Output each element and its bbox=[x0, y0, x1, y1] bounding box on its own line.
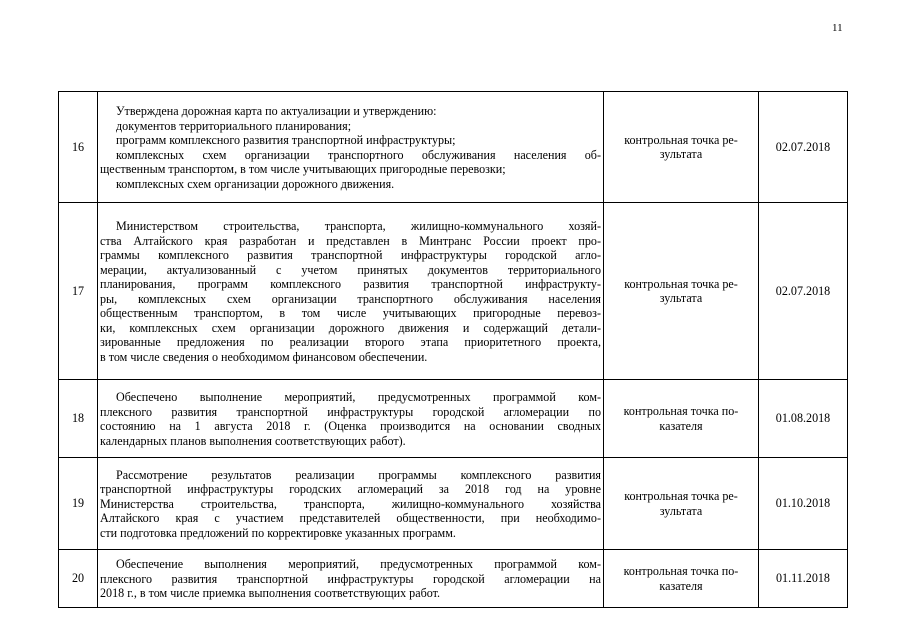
row-number: 19 bbox=[59, 458, 98, 550]
description-line: календарных планов выполнения соответствующих работ). bbox=[100, 433, 406, 448]
description-line: Алтайского края с участием представителей общественности, при необходимо- bbox=[100, 511, 601, 526]
row-date: 02.07.2018 bbox=[759, 203, 848, 380]
description-line: Обеспечение выполнения мероприятий, предусмотренных программой ком- bbox=[116, 557, 601, 572]
description-line: ства Алтайского края разработан и представлен в Минтранс России проект про- bbox=[100, 233, 601, 248]
type-line: казателя bbox=[659, 578, 703, 593]
row-date: 01.11.2018 bbox=[759, 550, 848, 608]
row-type bbox=[604, 550, 759, 608]
description-line: транспортной инфраструктуры городских агломераций за 2018 год на уровне bbox=[100, 482, 601, 497]
description-line: ры, комплексных схем организации транспортного обслуживания населения bbox=[100, 291, 601, 306]
description-line: плексного развития транспортной инфраструктуры городской агломерации по bbox=[100, 404, 601, 419]
row-type bbox=[604, 92, 759, 203]
type-line: контрольная точка ре- bbox=[624, 489, 738, 503]
description-line: Утверждена дорожная карта по актуализации и утверждению: bbox=[116, 104, 437, 118]
description-line: общественным транспортом, в том числе учитывающих пригородные перевоз- bbox=[100, 306, 601, 320]
table-row bbox=[59, 92, 848, 203]
table-row bbox=[59, 550, 848, 608]
row-type bbox=[604, 380, 759, 458]
table-row bbox=[59, 380, 848, 458]
description-line: Министерством строительства, транспорта, жилищно-коммунального хозяй- bbox=[116, 219, 601, 233]
row-type bbox=[604, 203, 759, 380]
type-line: зультата bbox=[659, 147, 703, 161]
description-line: комплексных схем организации транспортного обслуживания населения об- bbox=[116, 147, 601, 162]
description-line: Рассмотрение результатов реализации программы комплексного развития bbox=[116, 467, 601, 482]
description-line: сти подготовка предложений по корректировке указанных программ. bbox=[100, 525, 456, 540]
type-line: зультата bbox=[659, 291, 703, 305]
table-row bbox=[59, 458, 848, 550]
row-date: 01.08.2018 bbox=[759, 380, 848, 458]
description-line: Министерства строительства, транспорта, жилищно-коммунального хозяйства bbox=[100, 496, 601, 511]
description-line: документов территориального планирования; bbox=[116, 118, 352, 133]
row-date: 01.10.2018 bbox=[759, 458, 848, 550]
description-line: программ комплексного развития транспортной инфраструктуры; bbox=[116, 133, 456, 147]
description-line: в том числе сведения о необходимом финансовом обеспечении. bbox=[100, 349, 428, 364]
description-line: ки, комплексных схем организации дорожного движения и содержащий детали- bbox=[100, 320, 601, 335]
row-description bbox=[98, 203, 604, 380]
row-description bbox=[98, 380, 604, 458]
type-line: контрольная точка ре- bbox=[624, 132, 738, 147]
description-line: комплексных схем организации дорожного движения. bbox=[116, 176, 395, 191]
type-line: контрольная точка ре- bbox=[624, 276, 738, 291]
description-line: мерации, актуализованный с учетом принятых документов территориального bbox=[100, 262, 601, 277]
row-description bbox=[98, 92, 604, 203]
description-line: Обеспечено выполнение мероприятий, предусмотренных программой ком- bbox=[116, 390, 601, 404]
row-number: 17 bbox=[59, 203, 98, 380]
description-line: щественным транспортом, в том числе учитывающих пригородные перевозки; bbox=[100, 162, 506, 176]
row-date: 02.07.2018 bbox=[759, 92, 848, 203]
milestones-table bbox=[58, 91, 848, 608]
description-line: зированные предложения по реализации второго этапа приоритетного проекта, bbox=[100, 335, 601, 349]
row-description bbox=[98, 550, 604, 608]
row-number: 18 bbox=[59, 380, 98, 458]
type-line: казателя bbox=[659, 418, 703, 433]
row-description bbox=[98, 458, 604, 550]
description-line: планирования, программ комплексного развития транспортной инфраструкту- bbox=[100, 277, 601, 291]
description-line: 2018 г., в том числе приемка выполнения соответствующих работ. bbox=[100, 586, 441, 601]
row-type bbox=[604, 458, 759, 550]
table-row bbox=[59, 203, 848, 380]
page-number: 11 bbox=[832, 22, 843, 34]
row-number: 16 bbox=[59, 92, 98, 203]
row-number: 20 bbox=[59, 550, 98, 608]
type-line: контрольная точка по- bbox=[623, 404, 739, 418]
description-line: плексного развития транспортной инфраструктуры городской агломерации на bbox=[100, 571, 601, 586]
type-line: зультата bbox=[659, 503, 703, 518]
type-line: контрольная точка по- bbox=[623, 564, 739, 578]
description-line: граммы комплексного развития транспортной инфраструктуры городской агло- bbox=[100, 248, 601, 262]
description-line: состоянию на 1 августа 2018 г. (Оценка производится на основании сводных bbox=[100, 419, 601, 433]
